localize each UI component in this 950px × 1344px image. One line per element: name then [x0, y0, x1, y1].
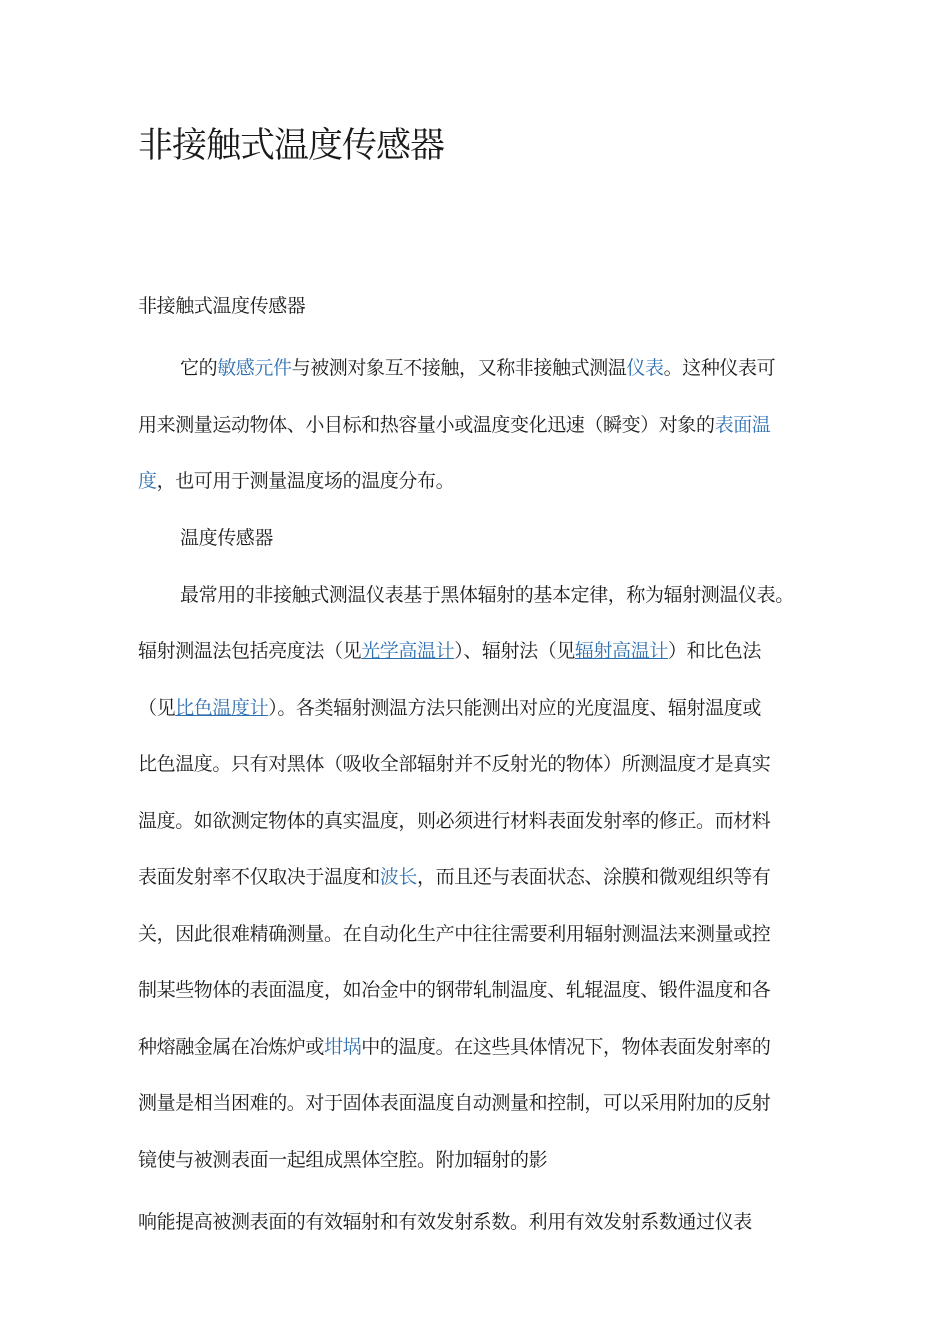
link-optical-pyrometer[interactable]: 光学高温计 — [361, 640, 455, 662]
link-wavelength[interactable]: 波长 — [379, 866, 418, 888]
link-instrument[interactable]: 仪表 — [626, 357, 664, 379]
paragraph-2-line-5: 温度。如欲测定物体的真实温度，则必须进行材料表面发射率的修正。而材料 — [138, 810, 771, 832]
paragraph-1-line-1 — [180, 354, 775, 382]
link-surface-temperature-cont[interactable]: 度 — [138, 470, 157, 492]
page-title: 非接触式温度传感器 — [138, 126, 445, 166]
link-sensitive-element[interactable]: 敏感元件 — [217, 357, 292, 379]
text-segment: （见 — [138, 697, 176, 719]
text-segment: 中的温度。在这些具体情况下，物体表面发射率的 — [361, 1036, 771, 1058]
paragraph-2-line-10: 测量是相当困难的。对于固体表面温度自动测量和控制，可以采用附加的反射 — [138, 1092, 771, 1114]
text-segment: ）和比色法 — [667, 640, 761, 662]
link-radiation-pyrometer[interactable]: 辐射高温计 — [574, 640, 668, 662]
paragraph-2-line-1: 最常用的非接触式测温仪表基于黑体辐射的基本定律，称为辐射测温仪表。 — [180, 584, 794, 606]
paragraph-2-line-6 — [138, 863, 770, 891]
paragraph-2-line-9 — [138, 1033, 770, 1061]
text-segment: 种熔融金属在冶炼炉或 — [138, 1036, 325, 1058]
subtitle: 非接触式温度传感器 — [138, 295, 306, 317]
link-surface-temperature[interactable]: 表面温 — [714, 414, 771, 436]
paragraph-2-line-7: 关，因此很难精确测量。在自动化生产中往往需要利用辐射测温法来测量或控 — [138, 923, 771, 945]
paragraph-2-line-11: 镜使与被测表面一起组成黑体空腔。附加辐射的影 — [138, 1149, 548, 1171]
text-segment: 。这种仪表可 — [663, 357, 776, 379]
text-segment: ）。各类辐射测温方法只能测出对应的光度温度、辐射温度或 — [268, 697, 761, 719]
paragraph-1-line-2 — [138, 411, 770, 439]
paragraph-2-line-4: 比色温度。只有对黑体（吸收全部辐射并不反射光的物体）所测温度才是真实 — [138, 753, 771, 775]
text-segment: 表面发射率不仅取决于温度和 — [138, 866, 380, 888]
text-segment: ，也可用于测量温度场的温度分布。 — [156, 470, 455, 492]
paragraph-2-line-3 — [138, 694, 761, 722]
text-segment: 用来测量运动物体、小目标和热容量小或温度变化迅速（瞬变）对象的 — [138, 414, 715, 436]
paragraph-2-line-8: 制某些物体的表面温度，如冶金中的钢带轧制温度、轧辊温度、锻件温度和各 — [138, 979, 771, 1001]
link-colorimetric-thermometer[interactable]: 比色温度计 — [175, 697, 269, 719]
text-segment: 它的 — [180, 357, 218, 379]
text-segment: ）、辐射法（见 — [454, 640, 575, 662]
paragraph-2-line-12: 响能提高被测表面的有效辐射和有效发射系数。利用有效发射系数通过仪表 — [138, 1211, 752, 1233]
section-heading: 温度传感器 — [180, 527, 274, 549]
paragraph-1-line-3 — [138, 467, 454, 495]
paragraph-2-line-2 — [138, 637, 761, 665]
link-crucible[interactable]: 坩埚 — [324, 1036, 362, 1058]
text-segment: 辐射测温法包括亮度法（见 — [138, 640, 362, 662]
text-segment: 与被测对象互不接触，又称非接触式测温 — [291, 357, 627, 379]
text-segment: ，而且还与表面状态、涂膜和微观组织等有 — [417, 866, 771, 888]
